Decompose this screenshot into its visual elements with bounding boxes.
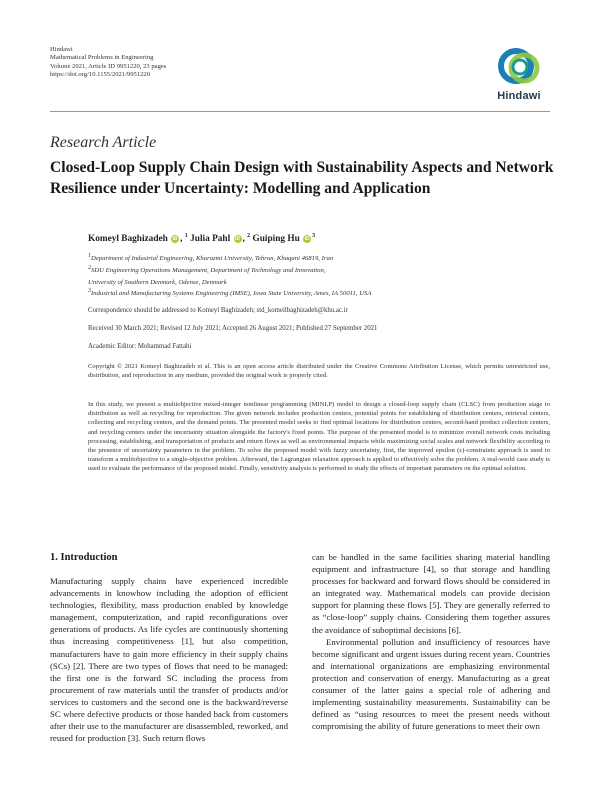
journal-name: Mathematical Problems in Engineering [50,54,154,62]
right-column [312,551,550,732]
author-list: Komeyl Baghizadeh iD , $^1$ Julia Pahl iD , $^2$ Guiping Hu iD $^3$ [88,233,316,245]
article-type: Research Article [50,134,157,151]
affiliation: 2SDU Engineering Operations Management, Department of Technology and Innovation, [88,264,326,275]
publisher-name: Hindawi [50,46,73,53]
author-sup: 1 [184,233,188,239]
orcid-icon[interactable]: iD [172,235,178,242]
affiliation: 3Industrial and Manufacturing Systems Engineering (IMSE), Iowa State University, Ames, IA 50011, USA [88,288,372,298]
abstract: In this study, we present a multiobjective mixed-integer nonlinear programming (MINLP) model to design a closed-loop supply chain (CLSC) from production stage to distribution as well as recycling for reproduction. The given network includes production centers, potential points for establishing of distribution centers, retrieval centers, collecting and recycling centers, and the demand points. The presented model seeks to find optimal locations for distribution centers, second-hand product collection centers, and recycling centers under the uncertainty situation alongside the factory's fixed points. The purpose of the presented model is to minimize overall network costs including processing, establishing, and transportation of products and return flows as well as environmental impacts while maximizing social scales and network flexibility according to the presence of uncertainty parameters in the problem. To solve the proposed model with fuzzy uncertainty, first, the improved epsilon (ε)-constraints approach is used to transform a multiobjective to a single-objective problem. Afterward, the Lagrangian relaxation approach is applied to effectively solve the problem. A real-world case study is used to evaluate the performance of the proposed model. Finally, sensitivity analysis is performed to study the effects of important parameters on the optimal solution. [88,401,550,473]
orcid-icon[interactable]: iD [235,235,240,242]
author-name: Komeyl Baghizadeh [88,234,168,245]
affiliations [88,252,548,299]
academic-editor: Academic Editor: Mohammad Fattahi [88,343,192,350]
paragraph: can be handled in the same facilities sharing material handling equipment and infrastructure [4], so that storage and handling processes for backward and forward flows should be considered in an integrated way. Mathematical models can provide decision support for planning these flows [5]. They are generally referred to as “close-loop” supply chains. Considering them together assures the avoidance of suboptimal decisions [6]. [312,552,550,635]
orcid-icon[interactable]: iD [304,235,310,242]
author-name: Guiping Hu [252,234,300,245]
affiliation: 1Department of Industrial Engineering, Kharazmi University, Tehran, Khaqani 46819, Iran [88,253,334,263]
logo-text: Hindawi [497,90,541,102]
author-sup: 3 [312,233,316,239]
author-name: Julia Pahl [190,234,231,245]
journal-volume: Volume 2021, Article ID 9951220, 23 pages [50,62,167,70]
header-rule [50,111,550,112]
author-sup: 2 [247,233,251,239]
publication-dates: Received 30 March 2021; Revised 12 July 2021; Accepted 26 August 2021; Published 27 September 2021 [88,325,378,332]
affiliation: University of Southern Denmark, Odense, Denmark [88,278,227,286]
journal-info [50,46,166,80]
correspondence: Correspondence should be addressed to Komeyl Baghizadeh; std_komeilbaghizadeh@khu.ac.ir [88,307,348,314]
doi-link[interactable]: https://doi.org/10.1155/2021/9951220 [50,71,151,79]
article-title: Closed-Loop Supply Chain Design with Sustainability Aspects and Network Resilience under Uncertainty: Modelling and Application [50,159,554,197]
copyright-notice: Copyright © 2021 Komeyl Baghizadeh et al. This is an open access article distributed under the Creative Commons Attribution License, which permits unrestricted use, distribution, and reproduction in any medium, provided the original work is properly cited. [88,363,550,380]
paragraph: Manufacturing supply chains have experienced incredible advancements in knowhow including the adoption of efficient technologies, flexibility, mass production enabled by knowledge management, computerization, and rapid reconfigurations over generations of products. As life cycles are continuously shortening thus increasing competitiveness [1], but also competition, manufacturers have to gain more efficiency in their supply chains (SCs) [2]. There are two types of flows that need to be managed: the first one is the forward SC including the process from procurement of raw materials until the transfer of products and/or services to customers and the second one is the backward/reverse SC where defective products or those handed back from customers after their use to the manufacturer are disassembled, reworked, and reused for production [3]. Such return flows [50,576,288,744]
paragraph: Environmental pollution and insufficiency of resources have become significant and urgent issues during recent years. Countries and international organizations are emphasizing environmental protection and conservation of energy. Manufacturing as a great consumer of the latter gains a special role of adhering and implementing sustainability measurements. Sustainability can be defined as “using resources to meet the present needs without compromising the ability of future generations to meet their own [312,636,550,732]
left-column [50,575,288,744]
section-heading: 1. Introduction [50,552,118,563]
